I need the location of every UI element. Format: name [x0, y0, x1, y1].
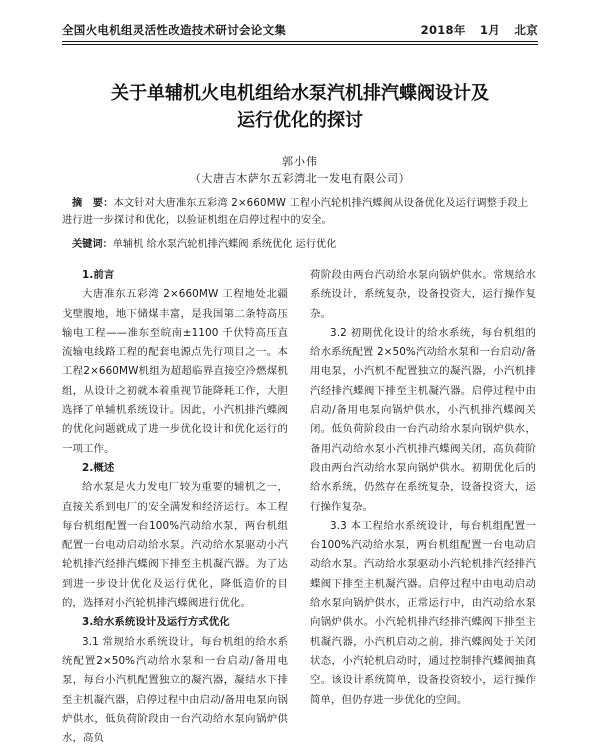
paper-title-line-1: 关于单辅机火电机组给水泵汽机排汽蝶阀设计及 [111, 83, 489, 104]
keywords-text: 单辅机 给水泵汽轮机排汽蝶阀 系统优化 运行优化 [112, 239, 337, 250]
running-header [62, 22, 538, 42]
section-2-heading: 2.概述 [82, 461, 115, 474]
author-affiliation: （大唐吉木萨尔五彩湾北一发电有限公司） [189, 172, 411, 185]
section-3-1-paragraph: 3.1 常规给水系统设计，每台机组的给水系统配置2×50%汽动给水泵和一台启动/备用电泵，每台小汽机配置独立的凝汽器，凝结水下排至主机凝汽器，启停过程中由启动/备用电泵向锅炉供水，低负荷阶段由一台汽动给水泵向锅炉供水，高负 [62, 635, 288, 745]
section-3-heading: 3.给水系统设计及运行方式优化 [82, 616, 230, 629]
section-3-2-paragraph: 3.2 初期优化设计的给水系统，每台机组的给水系统配置 2×50%汽动给水泵和一台启动/备用电泵，小汽机不配置独立的凝汽器，小汽机排汽经排汽蝶阀下排至主机凝汽器。启停过程中由启动/备用电泵向锅炉供水，小汽机排汽蝶阀关闭。低负荷阶段由一台汽动给水泵向锅炉供水，备用汽动给水泵小汽机排汽蝶阀关闭，高负荷阶段由两台汽动给水泵向锅炉供水。初期优化后的给水系统，仍然存在系统复杂，设备投资大，运行操作复杂。 [310, 326, 536, 513]
section-1-paragraph: 大唐准东五彩湾 2×660MW 工程地处北疆戈壁腹地，地下储煤丰富，是我国第二条特高压输电工程——准东至皖南±1100 千伏特高压直流输电线路工程的配套电源点先行项目之一。本工程2×660MW机组为超超临界直接空冷燃煤机组，从设计之初就本着重视节能降耗工作，大胆选择了单辅机系统设计。因此，小汽机排汽蝶阀的优化问题就成了进一步优化设计和优化运行的一项工作。 [62, 288, 288, 455]
abstract [62, 195, 538, 229]
issue-info [421, 22, 538, 38]
continued-paragraph: 荷阶段由两台汽动给水泵向锅炉供水。常规给水系统设计，系统复杂，设备投资大，运行操作复杂。 [310, 269, 536, 320]
issue-year: 2018年 [420, 23, 466, 37]
keywords [62, 236, 538, 253]
body-column-right [310, 266, 536, 710]
section-1-heading: 1.前言 [82, 269, 115, 281]
body-column-left [62, 266, 288, 748]
keywords-label: 关键词： [72, 239, 113, 250]
paper-title-line-2: 运行优化的探讨 [237, 110, 363, 131]
abstract-label: 摘 要： [72, 198, 114, 209]
journal-title: 全国火电机组灵活性改造技术研讨会论文集 [62, 23, 287, 37]
section-3-3-paragraph: 3.3 本工程给水系统设计，每台机组配置一台100%汽动给水泵，两台机组配置一台电动启动给水泵。汽动给水泵驱动小汽轮机排汽经排汽蝶阀下排至主机凝汽器。启停过程中由电动启动给水泵向锅炉供水，正常运行中，由汽动给水泵向锅炉供水。小汽轮机排汽经排汽蝶阀下排至主机凝汽器，小汽机启动之前，排汽蝶阀处于关闭状态，小汽轮机启动时，通过控制排汽蝶阀抽真空。该设计系统简单，设备投资较小，运行操作简单，但仍存进一步优化的空间。 [310, 519, 536, 706]
author-name: 郭小伟 [282, 155, 318, 168]
abstract-text: 本文针对大唐准东五彩湾 2×660MW 工程小汽轮机排汽蝶阀从设备优化及运行调整手段上进行进一步探讨和优化，以验证机组在启停过程中的安全。 [62, 198, 529, 226]
paper-title [40, 80, 560, 134]
issue-month: 1月 [479, 23, 501, 37]
issue-city: 北京 [514, 23, 538, 37]
section-2-paragraph: 给水泵是火力发电厂较为重要的辅机之一，直接关系到电厂的安全满发和经济运行。本工程每台机组配置一台100%汽动给水泵，两台机组配置一台电动启动给水泵。汽动给水泵驱动小汽轮机排汽经排汽蝶阀下排至主机凝汽器。为了达到进一步设计优化及运行优化，降低造价的目的，选择对小汽轮机排汽蝶阀进行优化。 [62, 481, 288, 610]
